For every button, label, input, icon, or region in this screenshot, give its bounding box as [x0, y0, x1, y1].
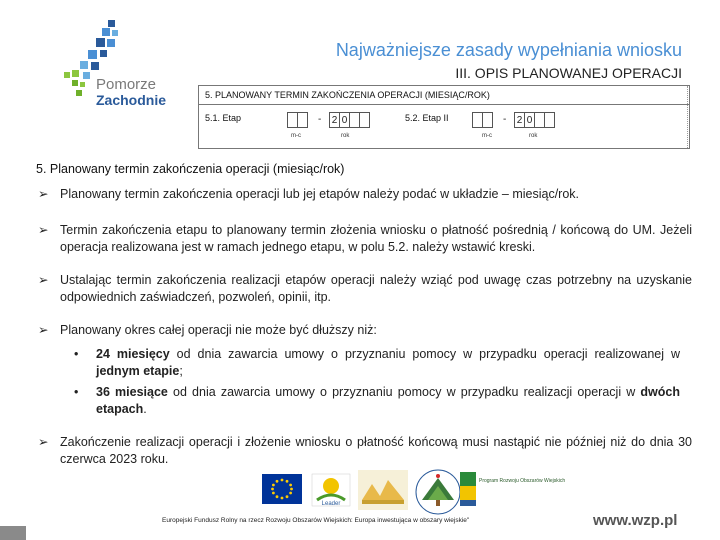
eu-flag-icon — [262, 474, 302, 504]
bullet-text: Termin zakończenia etapu to planowany termin złożenia wniosku o płatność pośrednią / końcową do UM. Jeżeli operacja realizowana jest w ramach jednego etapu, w polu 5.2. należy wstawić kreski. — [60, 223, 692, 254]
page-title: Najważniejsze zasady wypełniania wniosku — [335, 40, 682, 60]
corner-decoration — [0, 526, 26, 540]
duration-bold: 36 miesiące — [96, 385, 168, 399]
digit-box — [544, 112, 555, 128]
dot-bullet-icon: • — [74, 385, 79, 399]
logo-text-pomorze: Pomorze — [96, 76, 157, 93]
month-caption: m-c — [482, 133, 492, 139]
leader-logo — [312, 474, 350, 506]
arrow-bullet-icon: ➢ — [38, 223, 49, 237]
dash: - — [503, 114, 507, 125]
month-caption: m-c — [291, 133, 301, 139]
logo-text-zachodnie: Zachodnie — [96, 92, 167, 108]
arrow-bullet-icon: ➢ — [38, 435, 49, 449]
digit-box: 2 — [329, 112, 340, 128]
stage1-month-boxes — [287, 112, 307, 128]
dash: - — [318, 114, 322, 125]
stage1-year-boxes — [329, 112, 369, 128]
digit-box — [359, 112, 370, 128]
form-excerpt — [198, 85, 690, 149]
bullet-text: Ustalając termin zakończenia realizacji etapów operacji należy wziąć pod uwagę czas potrzebny na uzyskanie odpowiednich zaświadczeń, pozwoleń, opinii, itp. — [60, 273, 692, 304]
digit-box: 0 — [524, 112, 535, 128]
year-caption: rok — [529, 133, 538, 139]
bullet-text: Planowany okres całej operacji nie może być dłuższy niż: — [60, 323, 377, 337]
arrow-bullet-icon: ➢ — [38, 323, 49, 337]
prow-logo — [452, 470, 566, 514]
stage2-month-boxes — [472, 112, 492, 128]
bullet-text: Zakończenie realizacji operacji i złożenie wniosku o płatność końcową musi nastąpić nie później niż do dnia 30 czerwca 2023 roku. — [60, 435, 692, 466]
stage1-label: 5.1. Etap — [205, 113, 242, 123]
arrow-bullet-icon: ➢ — [38, 273, 49, 287]
form-section-header: 5. PLANOWANY TERMIN ZAKOŃCZENIA OPERACJI (MIESIĄC/ROK) — [199, 86, 689, 105]
digit-box: 0 — [339, 112, 350, 128]
digit-box — [297, 112, 308, 128]
arrow-bullet-icon: ➢ — [38, 187, 49, 201]
digit-box — [482, 112, 493, 128]
year-caption: rok — [341, 133, 350, 139]
stage2-label: 5.2. Etap II — [405, 113, 449, 123]
svg-text:Leader: Leader — [321, 501, 341, 507]
website-link[interactable]: www.wzp.pl — [593, 512, 678, 529]
digit-box: 2 — [514, 112, 525, 128]
form-stage-row — [199, 106, 689, 149]
bullet-text: Planowany termin zakończenia operacji lub jej etapów należy podać w układzie – miesiąc/rok. — [60, 187, 580, 201]
page-subtitle: III. OPIS PLANOWANEJ OPERACJI — [455, 65, 682, 81]
lgd-logo — [358, 470, 408, 510]
footer-text: Europejski Fundusz Rolny na rzecz Rozwoju Obszarów Wiejskich: Europa inwestująca w obszary wiejskie" — [162, 517, 470, 524]
duration-bold: 24 miesięcy — [96, 347, 170, 361]
dot-bullet-icon: • — [74, 347, 79, 361]
section-heading: 5. Planowany termin zakończenia operacji (miesiąc/rok) — [36, 162, 345, 176]
svg-text:Program Rozwoju Obszarów Wiejs: Program Rozwoju Obszarów Wiejskich — [479, 478, 566, 484]
stage2-year-boxes — [514, 112, 554, 128]
